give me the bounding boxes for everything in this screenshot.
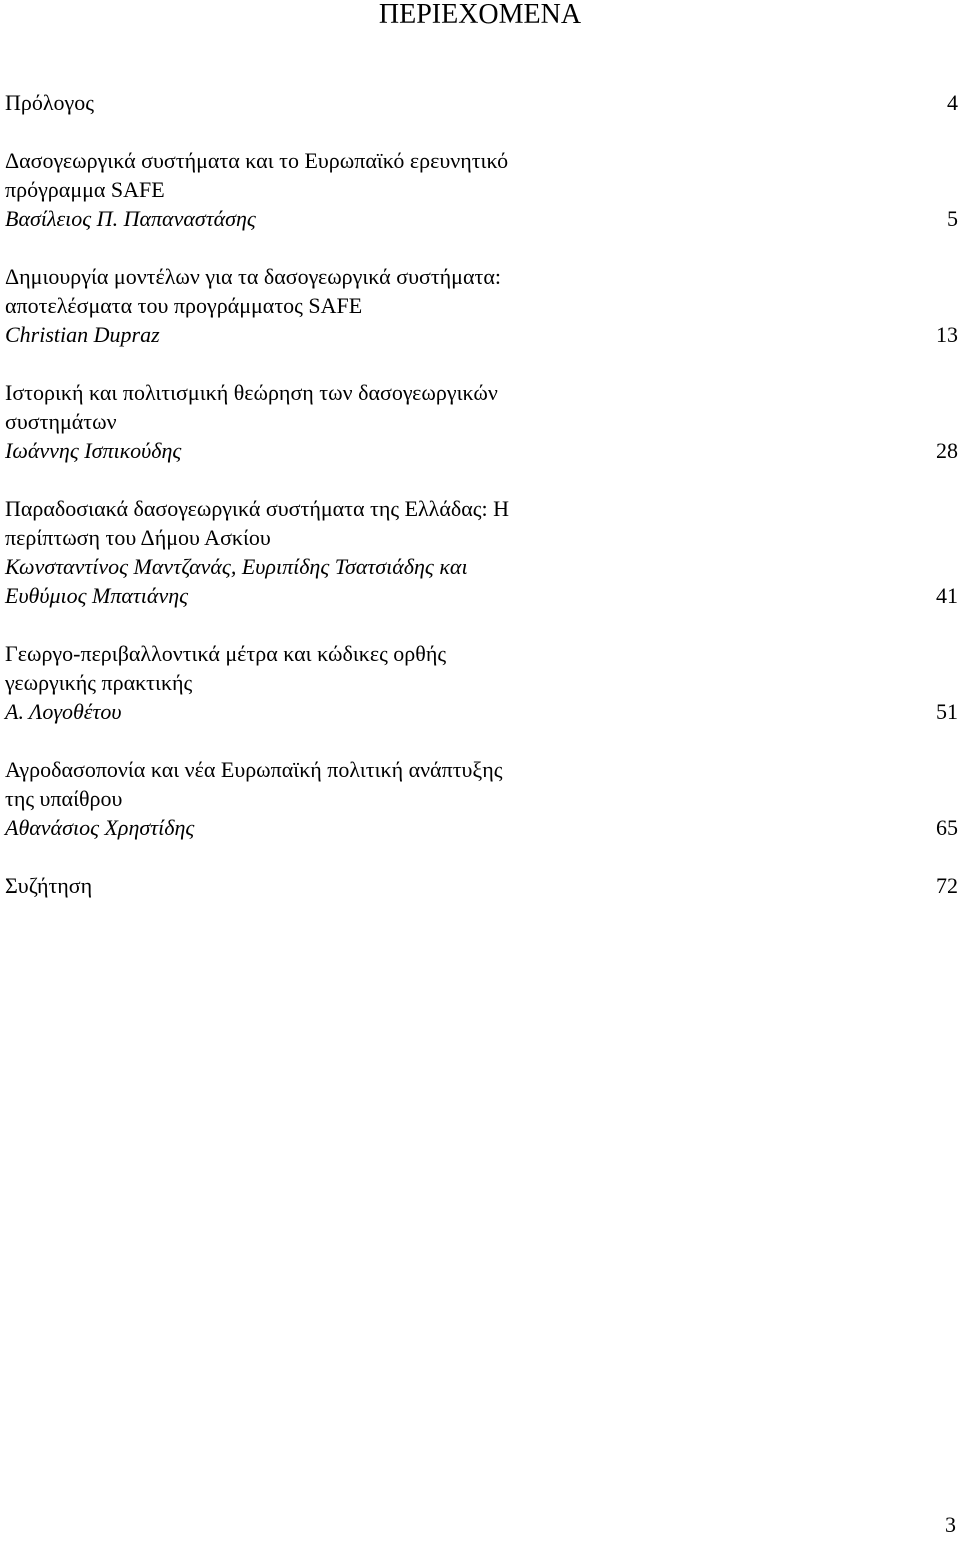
toc-entry-author: Ιωάννης Ισπικούδης bbox=[5, 438, 182, 463]
toc-entry-author: Βασίλειος Π. Παπαναστάσης bbox=[5, 206, 256, 231]
toc-entry-author: Ευθύμιος Μπατιάνης bbox=[5, 583, 189, 608]
toc-entry bbox=[5, 755, 960, 842]
toc-entry-page-number: 28 bbox=[936, 438, 958, 463]
toc-entry-title-line: Αγροδασοπονία και νέα Ευρωπαϊκή πολιτική ανάπτυξης bbox=[5, 757, 503, 782]
toc-entry-page-number: 4 bbox=[947, 90, 958, 115]
toc-entry-title-line: Γεωργο-περιβαλλοντικά μέτρα και κώδικες ορθής bbox=[5, 641, 447, 666]
page-title: ΠΕΡΙΕΧΟΜΕΝΑ bbox=[378, 0, 582, 30]
toc-entry-author: Christian Dupraz bbox=[5, 322, 160, 347]
toc-entry-page-number: 5 bbox=[947, 206, 958, 231]
toc-entry-title-line: Δημιουργία μοντέλων για τα δασογεωργικά συστήματα: bbox=[5, 264, 501, 289]
toc-entry-author: Κωνσταντίνος Μαντζανάς, Ευριπίδης Τσατσιάδης και bbox=[5, 554, 468, 579]
toc-entry-title-line: Ιστορική και πολιτισμική θεώρηση των δασογεωργικών bbox=[5, 380, 498, 405]
toc-entry-page-number: 72 bbox=[936, 873, 958, 898]
toc-entry-title-line: της υπαίθρου bbox=[5, 786, 123, 811]
toc-entry-title-line: Δασογεωργικά συστήματα και το Ευρωπαϊκό ερευνητικό bbox=[5, 148, 509, 173]
toc-entry-title-line: Συζήτηση bbox=[5, 873, 93, 898]
table-of-contents bbox=[5, 88, 960, 929]
toc-entry bbox=[5, 146, 960, 233]
toc-entry-title-line: Πρόλογος bbox=[5, 90, 94, 115]
toc-entry bbox=[5, 871, 960, 900]
toc-entry bbox=[5, 262, 960, 349]
toc-entry bbox=[5, 639, 960, 726]
toc-entry-author: Αθανάσιος Χρηστίδης bbox=[5, 815, 195, 840]
toc-entry-title-line: συστημάτων bbox=[5, 409, 117, 434]
toc-entry bbox=[5, 494, 960, 610]
toc-entry-author: Α. Λογοθέτου bbox=[5, 699, 122, 724]
toc-entry bbox=[5, 88, 960, 117]
toc-entry-title-line: Παραδοσιακά δασογεωργικά συστήματα της Ελλάδας: Η bbox=[5, 496, 509, 521]
toc-entry-title-line: πρόγραμμα SAFE bbox=[5, 177, 165, 202]
toc-entry-page-number: 41 bbox=[936, 583, 958, 608]
toc-entry-page-number: 65 bbox=[936, 815, 958, 840]
toc-entry bbox=[5, 378, 960, 465]
toc-entry-title-line: γεωργικής πρακτικής bbox=[5, 670, 193, 695]
toc-entry-title-line: αποτελέσματα του προγράμματος SAFE bbox=[5, 293, 363, 318]
page-number: 3 bbox=[945, 1512, 956, 1537]
toc-entry-page-number: 51 bbox=[936, 699, 958, 724]
toc-entry-title-line: περίπτωση του Δήμου Ασκίου bbox=[5, 525, 271, 550]
toc-entry-page-number: 13 bbox=[936, 322, 958, 347]
